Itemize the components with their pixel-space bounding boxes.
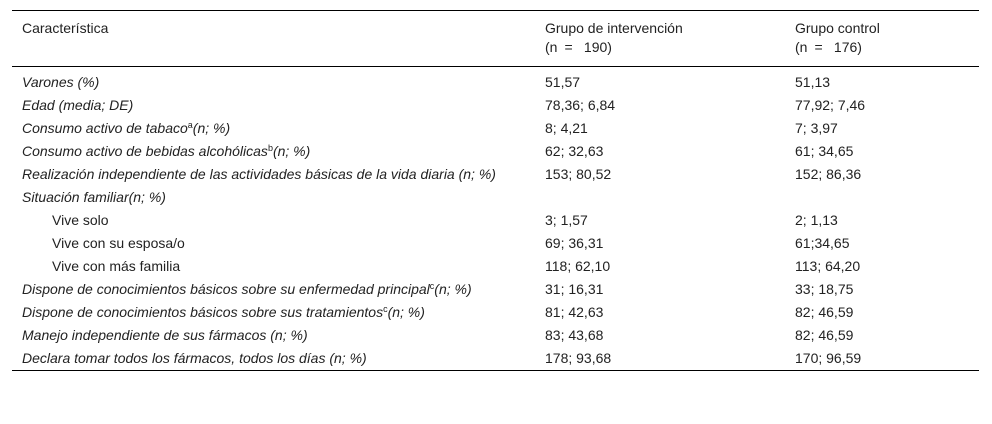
control-value: 51,13 — [795, 74, 831, 90]
intervention-value: 178; 93,68 — [545, 350, 612, 366]
control-value: 82; 46,59 — [795, 327, 854, 343]
table-row — [12, 94, 979, 117]
row-label-text: Vive con más familia — [52, 258, 181, 274]
row-label-suffix: (n; %) — [434, 281, 472, 297]
control-value: 7; 3,97 — [795, 120, 838, 136]
row-label-text: Dispone de conocimientos básicos sobre sus tratamientos — [22, 304, 384, 320]
row-label-text: Varones (%) — [22, 74, 100, 90]
row-label-text: Consumo activo de tabaco — [22, 120, 188, 136]
control-value: 113; 64,20 — [795, 258, 861, 274]
footnote-marker: c — [383, 304, 388, 314]
table-row — [12, 140, 979, 163]
row-label-suffix: (n; %) — [387, 304, 425, 320]
table-row — [12, 163, 979, 186]
table-row — [12, 117, 979, 140]
footnote-marker: c — [429, 281, 435, 291]
row-label-text: Consumo activo de bebidas alcohólicas — [22, 143, 268, 159]
characteristics-table-container — [12, 10, 979, 371]
control-value: 77,92; 7,46 — [795, 97, 866, 113]
table-row — [12, 278, 979, 301]
row-label — [12, 67, 535, 95]
row-label — [12, 163, 535, 186]
intervention-value: 118; 62,10 — [545, 258, 611, 274]
footnote-marker: b — [267, 143, 273, 153]
table-row — [12, 209, 979, 232]
row-label — [12, 186, 535, 209]
control-value: 170; 96,59 — [795, 350, 862, 366]
row-label-text: Dispone de conocimientos básicos sobre su enfermedad principal — [22, 281, 430, 297]
intervention-value: 83; 43,68 — [545, 327, 604, 343]
row-label — [12, 209, 535, 232]
row-label-text: Vive con su esposa/o — [52, 235, 185, 251]
row-label-text: Manejo independiente de sus fármacos (n; %) — [22, 327, 308, 343]
row-label-suffix: (n; %) — [192, 120, 231, 136]
row-label — [12, 255, 535, 278]
row-label — [12, 301, 535, 324]
characteristics-table — [12, 10, 979, 371]
intervention-value — [535, 186, 785, 209]
header-control-group: Grupo control (n = 176) — [795, 20, 880, 55]
row-label-text: Situación familiar(n; %) — [22, 189, 166, 205]
intervention-value: 69; 36,31 — [545, 235, 604, 251]
control-value: 61; 34,65 — [795, 143, 854, 159]
row-label — [12, 324, 535, 347]
table-row — [12, 255, 979, 278]
intervention-value: 153; 80,52 — [545, 166, 612, 182]
intervention-value: 78,36; 6,84 — [545, 97, 616, 113]
row-label-text: Realización independiente de las actividades básicas de la vida diaria (n; %) — [22, 166, 496, 182]
row-label — [12, 94, 535, 117]
control-value: 152; 86,36 — [795, 166, 862, 182]
control-value — [785, 186, 979, 209]
row-label — [12, 347, 535, 371]
header-characteristic: Característica — [22, 20, 109, 36]
row-label — [12, 278, 535, 301]
control-value: 2; 1,13 — [795, 212, 838, 228]
intervention-value: 81; 42,63 — [545, 304, 604, 320]
row-label-text: Declara tomar todos los fármacos, todos los días (n; %) — [22, 350, 367, 366]
control-value: 33; 18,75 — [795, 281, 854, 297]
footnote-marker: a — [187, 120, 193, 130]
header-intervention-group: Grupo de intervención (n = 190) — [545, 20, 683, 55]
intervention-value: 31; 16,31 — [545, 281, 604, 297]
row-label-text: Edad (media; DE) — [22, 97, 134, 113]
table-header — [12, 11, 979, 67]
row-label — [12, 140, 535, 163]
control-value: 61;34,65 — [795, 235, 850, 251]
row-label-text: Vive solo — [52, 212, 109, 228]
row-label — [12, 117, 535, 140]
table-row — [12, 67, 979, 95]
table-body — [12, 67, 979, 371]
row-label-suffix: (n; %) — [272, 143, 311, 159]
table-row — [12, 232, 979, 255]
intervention-value: 8; 4,21 — [545, 120, 588, 136]
header-row — [12, 11, 979, 67]
intervention-value: 3; 1,57 — [545, 212, 588, 228]
table-row — [12, 347, 979, 371]
row-label — [12, 232, 535, 255]
control-value: 82; 46,59 — [795, 304, 854, 320]
intervention-value: 51,57 — [545, 74, 581, 90]
table-row — [12, 301, 979, 324]
table-row — [12, 186, 979, 209]
intervention-value: 62; 32,63 — [545, 143, 604, 159]
table-row — [12, 324, 979, 347]
